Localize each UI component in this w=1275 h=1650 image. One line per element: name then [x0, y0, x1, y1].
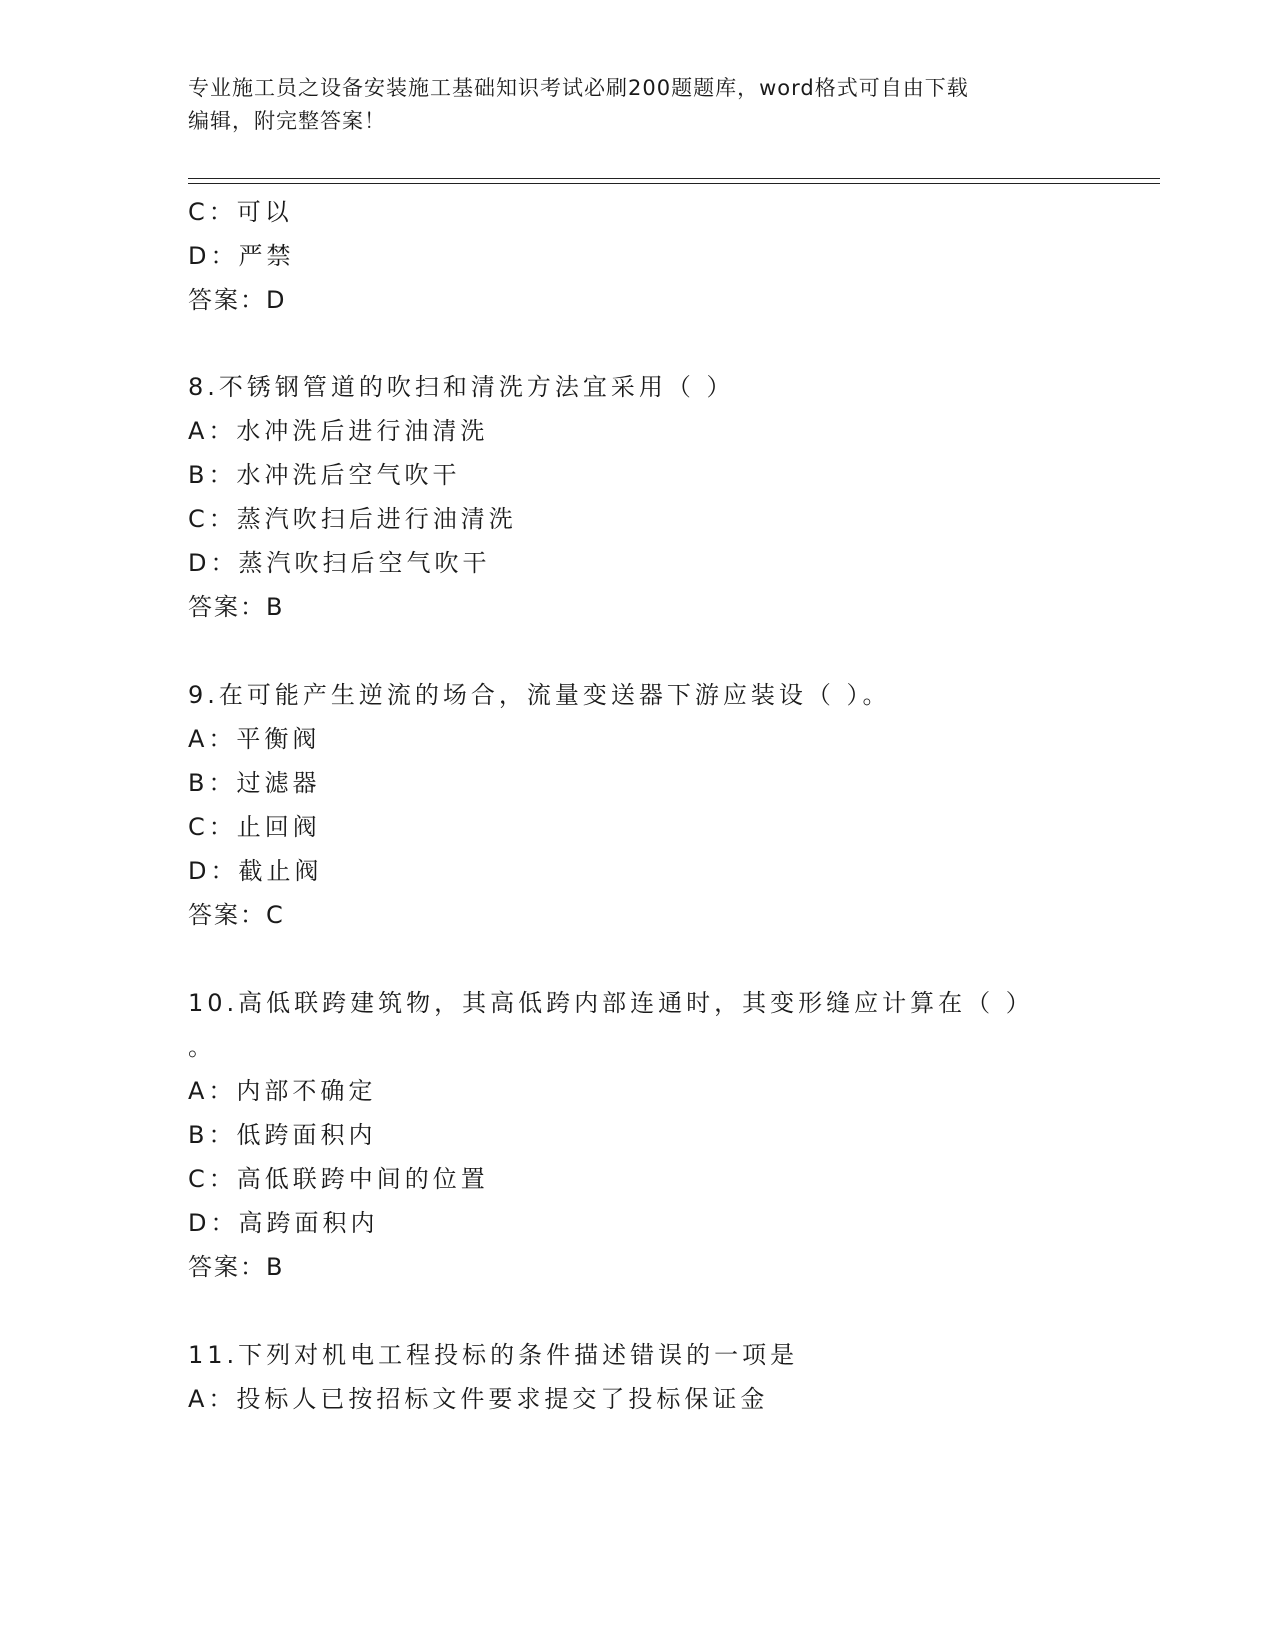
header-divider-top	[188, 178, 1160, 179]
prev-answer: 答案：D	[188, 286, 287, 314]
question-8-option-d: D：蒸汽吹扫后空气吹干	[188, 549, 491, 577]
header-divider-bottom	[188, 183, 1160, 184]
question-9-answer: 答案：C	[188, 901, 285, 929]
prev-option-c: C：可以	[188, 198, 293, 226]
question-9-option-a: A：平衡阀	[188, 725, 321, 753]
question-9-option-b: B：过滤器	[188, 769, 321, 797]
question-8-option-c: C：蒸汽吹扫后进行油清洗	[188, 505, 517, 533]
question-10-answer: 答案：B	[188, 1253, 285, 1281]
question-10-stem-continuation: 。	[188, 1033, 216, 1061]
question-11-stem: 11.下列对机电工程投标的条件描述错误的一项是	[188, 1341, 799, 1369]
question-8-answer: 答案：B	[188, 593, 285, 621]
question-9-option-c: C：止回阀	[188, 813, 321, 841]
question-10-option-c: C：高低联跨中间的位置	[188, 1165, 489, 1193]
question-8-option-b: B：水冲洗后空气吹干	[188, 461, 461, 489]
question-9-option-d: D：截止阀	[188, 857, 323, 885]
question-10-option-a: A：内部不确定	[188, 1077, 377, 1105]
question-10-stem: 10.高低联跨建筑物，其高低跨内部连通时，其变形缝应计算在（ ）	[188, 989, 1034, 1017]
header-line-1: 专业施工员之设备安装施工基础知识考试必刷200题题库，word格式可自由下载	[188, 76, 969, 100]
question-8-option-a: A：水冲洗后进行油清洗	[188, 417, 489, 445]
question-10-option-b: B：低跨面积内	[188, 1121, 377, 1149]
question-9-stem: 9.在可能产生逆流的场合，流量变送器下游应装设（ ）。	[188, 681, 891, 709]
question-10-option-d: D：高跨面积内	[188, 1209, 379, 1237]
prev-option-d: D：严禁	[188, 242, 295, 270]
question-8-stem: 8.不锈钢管道的吹扫和清洗方法宜采用（ ）	[188, 373, 735, 401]
question-11-option-a: A：投标人已按招标文件要求提交了投标保证金	[188, 1385, 769, 1413]
header-line-2: 编辑，附完整答案！	[188, 109, 386, 133]
document-header	[188, 72, 1088, 138]
